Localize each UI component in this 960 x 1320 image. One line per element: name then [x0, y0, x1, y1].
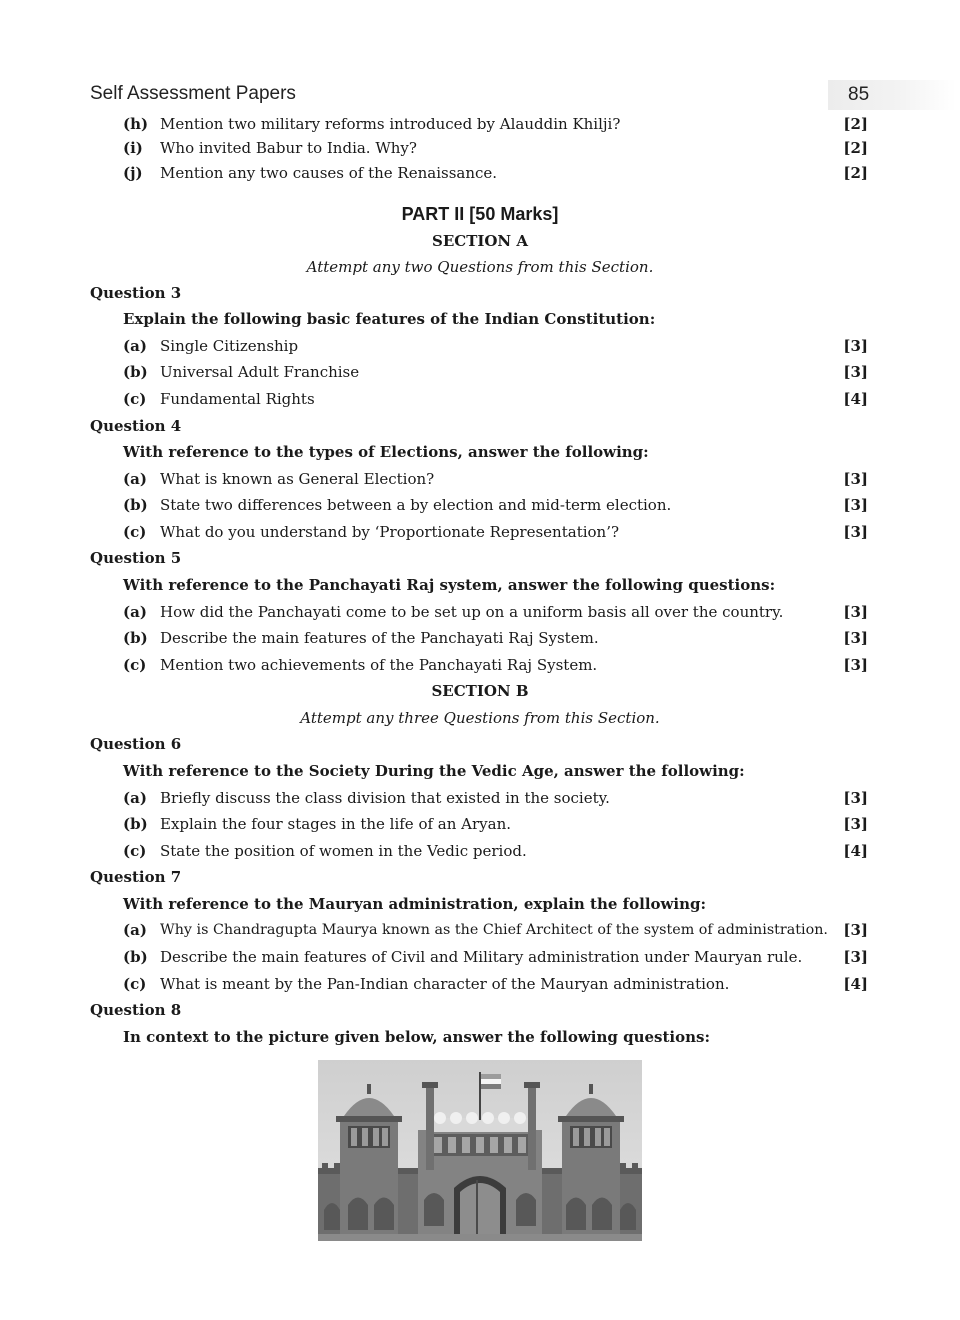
list-item [123, 467, 868, 491]
question-5-heading: Question 5 [90, 549, 182, 567]
item-text: What is meant by the Pan-Indian character of the Mauryan administration. [160, 975, 730, 993]
item-text: State the position of women in the Vedic period. [160, 842, 527, 860]
question-7-heading: Question 7 [90, 868, 182, 886]
part-title: PART II [50 Marks] [401, 204, 559, 224]
question-4-heading: Question 4 [90, 417, 182, 435]
list-item [123, 972, 868, 996]
question-3-heading: Question 3 [90, 284, 182, 302]
item-text: Explain the four stages in the life of an Aryan. [160, 815, 512, 833]
item-label: (a) [123, 789, 147, 807]
item-text: State two differences between a by election and mid-term election. [160, 496, 672, 514]
list-item [123, 945, 868, 969]
item-marks: [3] [843, 523, 868, 541]
item-label: (a) [123, 603, 147, 621]
item-label: (b) [123, 629, 148, 647]
list-item [123, 839, 868, 863]
item-label: (a) [123, 470, 147, 488]
list-item [123, 812, 868, 836]
item-label: (j) [123, 164, 143, 182]
item-label: (b) [123, 363, 148, 381]
question-5-intro: With reference to the Panchayati Raj system, answer the following questions: [123, 576, 776, 594]
item-marks: [3] [843, 337, 868, 355]
list-item [123, 493, 868, 517]
item-text: Single Citizenship [160, 337, 299, 355]
item-text: How did the Panchayati come to be set up on a uniform basis all over the country. [160, 603, 784, 621]
item-text: Who invited Babur to India. Why? [160, 139, 417, 157]
item-marks: [3] [843, 656, 868, 674]
item-text: Universal Adult Franchise [160, 363, 360, 381]
item-text: Describe the main features of the Panchayati Raj System. [160, 629, 599, 647]
item-label: (h) [123, 115, 149, 133]
item-text: Briefly discuss the class division that existed in the society. [160, 789, 610, 807]
question-6-heading: Question 6 [90, 735, 182, 753]
item-label: (b) [123, 815, 148, 833]
list-item [123, 918, 868, 942]
item-text: Fundamental Rights [160, 390, 315, 408]
item-text: Mention two achievements of the Panchayati Raj System. [160, 656, 598, 674]
item-marks: [4] [843, 842, 868, 860]
item-marks: [4] [843, 975, 868, 993]
fort-photo-icon [318, 1060, 642, 1241]
section-a-title: SECTION A [431, 232, 529, 250]
item-marks: [2] [843, 139, 868, 157]
item-label: (c) [123, 975, 147, 993]
item-marks: [3] [843, 603, 868, 621]
question-6-intro: With reference to the Society During the Vedic Age, answer the following: [123, 762, 745, 780]
item-marks: [3] [843, 363, 868, 381]
item-label: (c) [123, 390, 147, 408]
item-text: What is known as General Election? [160, 470, 435, 488]
list-item [123, 112, 868, 136]
item-marks: [2] [843, 164, 868, 182]
item-text: What do you understand by ‘Proportionate Representation’? [160, 523, 620, 541]
item-marks: [3] [843, 789, 868, 807]
section-b-instruction: Attempt any three Questions from this Section. [300, 709, 660, 727]
item-label: (c) [123, 523, 147, 541]
list-item [123, 786, 868, 810]
question-8-intro: In context to the picture given below, answer the following questions: [123, 1028, 711, 1046]
item-text: Mention two military reforms introduced by Alauddin Khilji? [160, 115, 621, 133]
list-item [123, 520, 868, 544]
question-3-intro: Explain the following basic features of the Indian Constitution: [123, 310, 656, 328]
list-item [123, 626, 868, 650]
list-item [123, 360, 868, 384]
list-item [123, 161, 868, 185]
list-item [123, 387, 868, 411]
item-label: (i) [123, 139, 143, 157]
item-text: Mention any two causes of the Renaissance. [160, 164, 498, 182]
list-item [123, 653, 868, 677]
item-label: (b) [123, 948, 148, 966]
item-label: (a) [123, 921, 147, 939]
question-8-heading: Question 8 [90, 1001, 182, 1019]
item-label: (c) [123, 842, 147, 860]
item-label: (b) [123, 496, 148, 514]
page-number: 85 [828, 80, 956, 110]
item-marks: [3] [843, 496, 868, 514]
question-7-intro: With reference to the Mauryan administration, explain the following: [123, 895, 707, 913]
running-title: Self Assessment Papers [90, 83, 296, 104]
question-4-intro: With reference to the types of Elections, answer the following: [123, 443, 649, 461]
item-text: Describe the main features of Civil and Military administration under Mauryan rule. [160, 948, 803, 966]
item-marks: [3] [843, 921, 868, 939]
item-label: (a) [123, 337, 147, 355]
item-text: Why is Chandragupta Maurya known as the Chief Architect of the system of administration. [160, 922, 828, 938]
section-b-title: SECTION B [431, 682, 529, 700]
item-marks: [3] [843, 629, 868, 647]
item-marks: [4] [843, 390, 868, 408]
section-a-instruction: Attempt any two Questions from this Section. [306, 258, 654, 276]
list-item [123, 136, 868, 160]
item-marks: [2] [843, 115, 868, 133]
item-marks: [3] [843, 470, 868, 488]
list-item [123, 334, 868, 358]
item-label: (c) [123, 656, 147, 674]
page-header [90, 80, 956, 110]
item-marks: [3] [843, 815, 868, 833]
item-marks: [3] [843, 948, 868, 966]
list-item [123, 600, 868, 624]
